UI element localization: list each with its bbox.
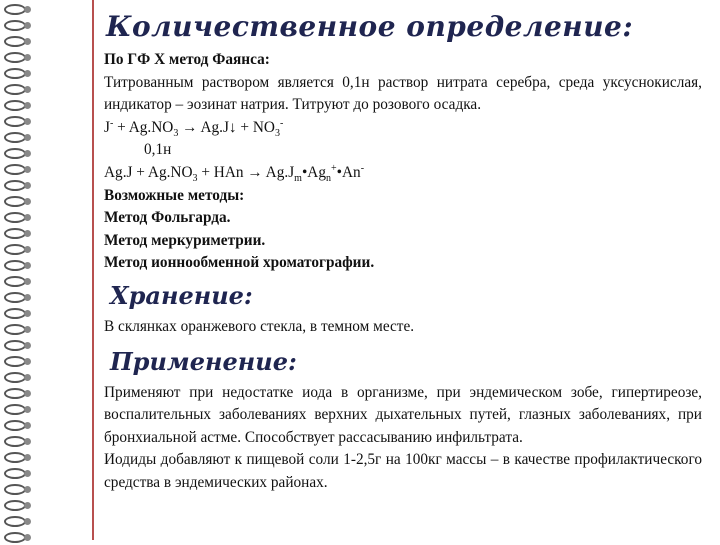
- eq2-term-d: •Ag: [301, 163, 326, 181]
- binding-ring: [4, 227, 30, 241]
- binding-ring: [4, 83, 30, 97]
- binding-ring: [4, 531, 30, 545]
- eq2-sub-a: 3: [192, 173, 198, 185]
- binding-ring: [4, 259, 30, 273]
- eq1-sub-b: 3: [173, 127, 179, 139]
- binding-ring: [4, 195, 30, 209]
- eq2-sub-c: m: [294, 173, 302, 185]
- eq2-term-e: •An: [336, 163, 361, 181]
- eq1-sub-c: 3: [274, 127, 280, 139]
- eq2-arrow: →: [243, 163, 266, 181]
- binding-ring: [4, 371, 30, 385]
- binding-ring: [4, 435, 30, 449]
- method-heading: По ГФ Х метод Фаянса:: [104, 51, 270, 68]
- binding-ring: [4, 387, 30, 401]
- binding-ring: [4, 339, 30, 353]
- method-ion-exchange: Метод ионнообменной хроматографии.: [104, 254, 375, 272]
- slide-content: [104, 10, 702, 495]
- binding-ring: [4, 467, 30, 481]
- binding-ring: [4, 179, 30, 193]
- equation-1: [104, 117, 702, 140]
- binding-ring: [4, 163, 30, 177]
- binding-ring: [4, 35, 30, 49]
- binding-ring: [4, 323, 30, 337]
- spiral-binding: [0, 0, 40, 540]
- eq2-term-b: + HAn: [197, 163, 244, 181]
- usage-text-2: Иодиды добавляют к пищевой соли 1-2,5г на 100кг массы – в качестве профилактического средства в эндемических районах.: [104, 451, 702, 491]
- eq2-term-a: Ag.J + Ag.NO: [104, 163, 193, 181]
- method-mercurimetry: Метод меркуриметрии.: [104, 231, 266, 249]
- binding-ring: [4, 499, 30, 513]
- binding-ring: [4, 243, 30, 257]
- usage-title: Применение:: [110, 346, 297, 376]
- binding-ring: [4, 355, 30, 369]
- eq1-sup-c: -: [279, 117, 284, 129]
- storage-text: В склянках оранжевого стекла, в темном месте.: [104, 317, 415, 335]
- eq2-sub-d: n: [326, 173, 331, 185]
- eq1-term-b: + Ag.NO: [113, 118, 174, 136]
- binding-ring: [4, 131, 30, 145]
- eq1-sup-a: -: [109, 117, 114, 129]
- eq2-sup-e: -: [360, 162, 365, 174]
- eq1-term-a: J: [104, 118, 110, 136]
- usage-text-1: Применяют при недостатке иода в организме, при эндемическом зобе, гипертиреозе, воспалительных заболеваниях верхних дыхательных путей, глазных заболеваниях, при бронхиальной астме. Способствует рассасыванию инфильтрата.: [104, 383, 702, 446]
- equation-2: [104, 162, 702, 185]
- binding-ring: [4, 419, 30, 433]
- binding-ring: [4, 67, 30, 81]
- binding-ring: [4, 291, 30, 305]
- slide-title: Количественное определение:: [106, 10, 634, 43]
- eq2-sup-d: +: [331, 162, 337, 174]
- binding-ring: [4, 275, 30, 289]
- method-text: Титрованным раствором является 0,1н раствор нитрата серебра, среда уксуснокислая, индикатор – эозинат натрия. Титруют до розового осадка.: [104, 73, 702, 114]
- binding-ring: [4, 19, 30, 33]
- binding-ring: [4, 99, 30, 113]
- binding-ring: [4, 451, 30, 465]
- eq1-arrow: →: [178, 118, 201, 136]
- binding-ring: [4, 115, 30, 129]
- normality-label: 0,1н: [144, 141, 172, 159]
- storage-title: Хранение:: [110, 280, 253, 310]
- margin-rule: [92, 0, 94, 540]
- method-volhard: Метод Фольгарда.: [104, 209, 231, 227]
- binding-ring: [4, 515, 30, 529]
- binding-ring: [4, 307, 30, 321]
- binding-ring: [4, 147, 30, 161]
- eq2-term-c: Ag.J: [265, 163, 295, 181]
- binding-ring: [4, 403, 30, 417]
- binding-ring: [4, 3, 30, 17]
- binding-ring: [4, 51, 30, 65]
- possible-methods-heading: Возможные методы:: [104, 186, 245, 204]
- binding-ring: [4, 211, 30, 225]
- binding-ring: [4, 483, 30, 497]
- eq1-term-c: Ag.J↓ + NO: [200, 118, 275, 136]
